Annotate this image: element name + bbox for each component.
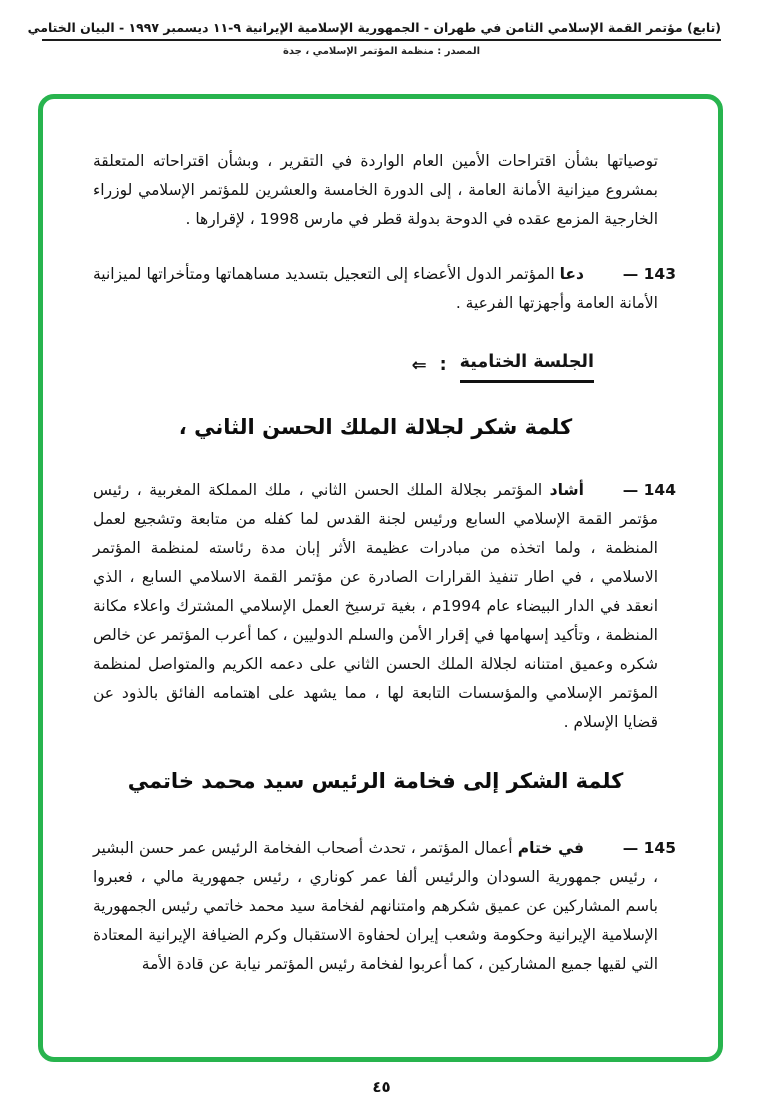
conference-title: (تابع) مؤتمر القمة الإسلامي الثامن في طهران - الجمهورية الإسلامية الإيرانية ٩-١١ ديسمبر ١٩٩٧ - البيان الختامي (27, 20, 721, 35)
continuation-paragraph: توصياتها بشأن اقتراحات الأمين العام الواردة في التقرير ، وبشأن اقتراحاته المتعلقة بمشروع ميزانية الأمانة العامة ، إلى الدورة الخامسة والعشرين للمؤتمر الإسلامي لوزراء الخارجية المزمع عقده في الدوحة بدولة قطر في مارس 1998 ، لإقرارها . (93, 152, 658, 228)
document-body (43, 99, 718, 979)
item-145-text: أعمال المؤتمر ، تحدث أصحاب الفخامة الرئيس عمر حسن البشير ، رئيس جمهورية السودان والرئيس ألفا عمر كوناري ، رئيس جمهورية مالي ، فعبروا باسم المشاركين عن عميق شكرهم وامتنانهم لفخامة سيد محمد خاتمي رئيس الجمهورية الإسلامية الإيرانية وحكومة وشعب إيران لحفاوة الاستقبال وكرم الضيافة الإيرانية المعتادة التي لقيها جميع المشاركين ، كما أعربوا لفخامة رئيس المؤتمر نيابة عن قادة الأمة (93, 839, 658, 973)
session-heading-label: الجلسة الختامية (460, 348, 594, 383)
item-144 (93, 476, 676, 737)
item-144-number: 144 — (622, 481, 676, 499)
item-143 (93, 260, 676, 318)
session-heading (93, 348, 594, 383)
item-145-lead: في ختام (517, 839, 584, 857)
document-frame (38, 94, 723, 1062)
source-line: المصدر : منظمة المؤتمر الإسلامي ، جدة (282, 46, 481, 57)
king-thanks-heading: كلمة شكر لجلالة الملك الحسن الثاني ، (178, 415, 573, 439)
item-143-text: المؤتمر الدول الأعضاء إلى التعجيل بتسديد مساهماتها ومتأخراتها لميزانية الأمانة العامة وأجهزتها الفرعية . (93, 265, 658, 312)
item-144-text: المؤتمر بجلالة الملك الحسن الثاني ، ملك المملكة المغربية ، رئيس مؤتمر القمة الإسلامي السابع ورئيس لجنة القدس لما كفله من متابعة وتشجيع لعمل المنظمة ، ولما اتخذه من مبادرات عظيمة الأثر إبان مدة رئاسته لمنظمة المؤتمر الاسلامي ، في اطار تنفيذ القرارات الصادرة عن مؤتمر القمة الاسلامي السابع ، الذي انعقد في الدار البيضاء عام 1994م ، بغية ترسيخ العمل الإسلامي المشترك واعلاء مكانة المنظمة ، وتأكيد إسهامها في إقرار الأمن والسلم الدوليين ، كما أعرب المؤتمر عن خالص شكره وعميق امتنانه لجلالة الملك الحسن الثاني على دعمه الكريم والمتواصل لمنظمة المؤتمر الإسلامي والمؤسسات التابعة لها ، مما يشهد على اهتمامه الفائق بالذود عن قضايا الإسلام . (93, 481, 658, 731)
item-145-number: 145 — (622, 839, 676, 857)
item-143-lead: دعا (559, 265, 584, 283)
header-rule (27, 20, 721, 41)
session-heading-colon: : (439, 355, 447, 375)
page-number: ٤٥ (372, 1078, 391, 1096)
document-header (0, 0, 763, 57)
item-144-lead: أشاد (549, 481, 584, 499)
khatami-thanks-heading: كلمة الشكر إلى فخامة الرئيس سيد محمد خاتمي (127, 769, 624, 793)
item-143-number: 143 — (622, 265, 676, 283)
left-arrow-icon: ⇐ (411, 354, 427, 376)
item-145 (93, 834, 676, 979)
